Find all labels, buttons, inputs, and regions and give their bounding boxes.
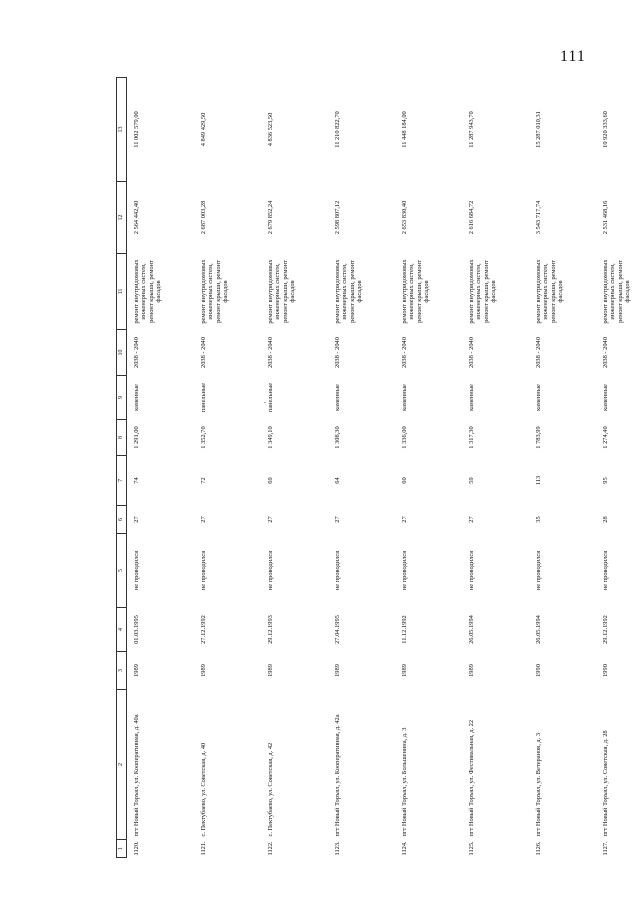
column-header-8: 8 — [117, 420, 127, 456]
row-wall-material: каменные — [602, 384, 609, 411]
row-col7: 60 — [401, 477, 408, 484]
stray-mark: - — [264, 400, 266, 406]
column-header-1: 1 — [117, 840, 127, 858]
row-address: с. Пектубаево, ул. Советская, д. 42 — [267, 742, 274, 837]
row-repair-status: не проводился — [535, 550, 542, 591]
row-works: ремонт внутридомовых инженерных систем, ремонт крыши, ремонт фасадов — [401, 259, 431, 324]
row-col12: 3 543 717,74 — [535, 200, 542, 235]
rotated-table-container — [116, 78, 632, 858]
row-works: ремонт внутридомовых инженерных систем, ремонт крыши, ремонт фасадов — [200, 259, 230, 324]
column-header-2: 2 — [117, 690, 127, 840]
header-row — [117, 78, 127, 858]
row-works: ремонт внутридомовых инженерных систем, ремонт крыши, ремонт фасадов — [468, 259, 498, 324]
row-year: 1990 — [602, 664, 609, 677]
row-date: 11.12.1992 — [401, 615, 408, 644]
row-area: 1 308,30 — [334, 426, 341, 449]
row-col12: 2 679 852,24 — [267, 200, 274, 235]
row-number: 1122. — [267, 841, 274, 856]
row-year: 1989 — [334, 664, 341, 677]
column-header-4: 4 — [117, 608, 127, 652]
row-date: 29.12.1993 — [267, 615, 274, 644]
row-date: 27.12.1992 — [200, 615, 207, 644]
row-number: 1124. — [401, 841, 408, 856]
row-area: 1 336,00 — [401, 426, 408, 449]
row-date: 26.05.1994 — [468, 615, 475, 644]
row-col12: 2 531 468,16 — [602, 200, 609, 235]
table-body — [127, 78, 640, 858]
row-address: пгт Новый Торъял, ул. Кооперативная, д. 42а — [334, 714, 341, 837]
row-year: 1990 — [535, 664, 542, 677]
row-col7: 74 — [133, 477, 140, 484]
row-area: 1 317,30 — [468, 426, 475, 449]
row-wall-material: каменные — [401, 384, 408, 411]
row-period: 2038 - 2040 — [535, 337, 542, 368]
row-works: ремонт внутридомовых инженерных систем, ремонт крыши, ремонт фасадов — [602, 259, 632, 324]
row-col6: 35 — [535, 516, 542, 523]
row-period: 2038 - 2040 — [133, 337, 140, 368]
row-col13: 11 210 822,70 — [334, 111, 341, 148]
row-period: 2038 - 2040 — [468, 337, 475, 368]
row-address: пгт Новый Торъял, ул. Большенина, д. 3 — [401, 727, 408, 837]
row-wall-material: панельные — [267, 382, 274, 413]
row-col12: 2 616 684,72 — [468, 200, 475, 235]
row-address: пгт Новый Торъял, ул. Фестивальная, д. 22 — [468, 719, 475, 837]
row-col7: 64 — [334, 477, 341, 484]
row-date: 01.03.1995 — [133, 615, 140, 644]
row-col7: 72 — [200, 477, 207, 484]
row-area: 1 349,10 — [267, 426, 274, 449]
row-works: ремонт внутридомовых инженерных систем, ремонт крыши, ремонт фасадов — [535, 259, 565, 324]
row-repair-status: не проводился — [602, 550, 609, 591]
row-address: пгт Новый Торъял, ул. Кооперативная, д. 40а — [133, 714, 140, 837]
row-col13: 11 002 579,00 — [133, 111, 140, 148]
row-area: 1 352,70 — [200, 426, 207, 449]
row-col7: 69 — [267, 477, 274, 484]
row-year: 1989 — [133, 664, 140, 677]
row-repair-status: не проводился — [401, 550, 408, 591]
column-header-11: 11 — [117, 254, 127, 330]
row-col7: 95 — [602, 477, 609, 484]
row-works: ремонт внутридомовых инженерных систем, ремонт крыши, ремонт фасадов — [267, 259, 297, 324]
column-header-3: 3 — [117, 652, 127, 690]
row-wall-material: панельные — [200, 382, 207, 413]
row-address: с. Пектубаево, ул. Советская, д. 40 — [200, 742, 207, 837]
row-col13: 15 287 010,31 — [535, 111, 542, 148]
row-number: 1120. — [133, 841, 140, 856]
table-row — [261, 78, 328, 858]
row-wall-material: каменные — [535, 384, 542, 411]
row-col12: 2 564 442,40 — [133, 200, 140, 235]
table-header — [117, 78, 127, 858]
row-col13: 11 287 943,70 — [468, 111, 475, 148]
row-col6: 27 — [133, 516, 140, 523]
table-row — [395, 78, 462, 858]
row-repair-status: не проводился — [133, 550, 140, 591]
column-header-6: 6 — [117, 506, 127, 534]
row-col12: 2 687 003,28 — [200, 200, 207, 235]
row-address: пгт Новый Торъял, ул. Ветеранов, д. 3 — [535, 732, 542, 837]
row-col13: 4 836 523,50 — [267, 112, 274, 147]
row-repair-status: не проводился — [267, 550, 274, 591]
row-year: 1989 — [401, 664, 408, 677]
row-year: 1989 — [468, 664, 475, 677]
row-col13: 4 849 429,50 — [200, 112, 207, 147]
row-area: 1 291,00 — [133, 426, 140, 449]
row-number: 1121. — [200, 841, 207, 856]
table-row — [462, 78, 529, 858]
row-period: 2038 - 2040 — [267, 337, 274, 368]
row-col6: 27 — [334, 516, 341, 523]
row-number: 1126. — [535, 841, 542, 856]
row-date: 26.05.1994 — [535, 615, 542, 644]
row-number: 1127. — [602, 841, 609, 856]
row-col13: 10 920 333,60 — [602, 111, 609, 148]
row-works: ремонт внутридомовых инженерных систем, ремонт крыши, ремонт фасадов — [334, 259, 364, 324]
row-year: 1989 — [267, 664, 274, 677]
row-col6: 27 — [200, 516, 207, 523]
row-year: 1989 — [200, 664, 207, 677]
row-col6: 27 — [267, 516, 274, 523]
row-address: пгт Новый Торъял, ул. Советская, д. 28 — [602, 730, 609, 837]
row-wall-material: каменные — [133, 384, 140, 411]
row-repair-status: не проводился — [468, 550, 475, 591]
column-header-13: 13 — [117, 78, 127, 182]
row-number: 1125. — [468, 841, 475, 856]
column-header-9: 9 — [117, 376, 127, 420]
row-col12: 2 653 830,40 — [401, 200, 408, 235]
row-period: 2038 - 2040 — [200, 337, 207, 368]
column-header-7: 7 — [117, 456, 127, 506]
row-col13: 11 448 184,00 — [401, 111, 408, 148]
column-header-12: 12 — [117, 182, 127, 254]
row-wall-material: каменные — [334, 384, 341, 411]
row-area: 1 274,40 — [602, 426, 609, 449]
row-number: 1123. — [334, 841, 341, 856]
row-wall-material: каменные — [468, 384, 475, 411]
table-row — [194, 78, 261, 858]
row-repair-status: не проводился — [334, 550, 341, 591]
row-period: 2038 - 2040 — [602, 337, 609, 368]
row-col12: 2 598 807,12 — [334, 200, 341, 235]
row-col7: 59 — [468, 477, 475, 484]
row-date: 27.04.1995 — [334, 615, 341, 644]
column-header-10: 10 — [117, 330, 127, 376]
housing-repair-table — [116, 77, 640, 858]
table-row — [328, 78, 395, 858]
column-header-5: 5 — [117, 534, 127, 608]
row-col7: 113 — [535, 475, 542, 486]
row-area: 1 783,99 — [535, 426, 542, 449]
table-row — [596, 78, 640, 858]
row-period: 2038 - 2040 — [401, 337, 408, 368]
row-works: ремонт внутридомовых инженерных систем, ремонт крыши, ремонт фасадов — [133, 259, 163, 324]
row-date: 29.12.1992 — [602, 615, 609, 644]
page-number: 111 — [560, 48, 586, 65]
row-col6: 27 — [468, 516, 475, 523]
row-period: 2038 - 2040 — [334, 337, 341, 368]
row-col6: 27 — [401, 516, 408, 523]
row-repair-status: не проводился — [200, 550, 207, 591]
table-row — [127, 78, 195, 858]
row-col6: 28 — [602, 516, 609, 523]
table-row — [529, 78, 596, 858]
